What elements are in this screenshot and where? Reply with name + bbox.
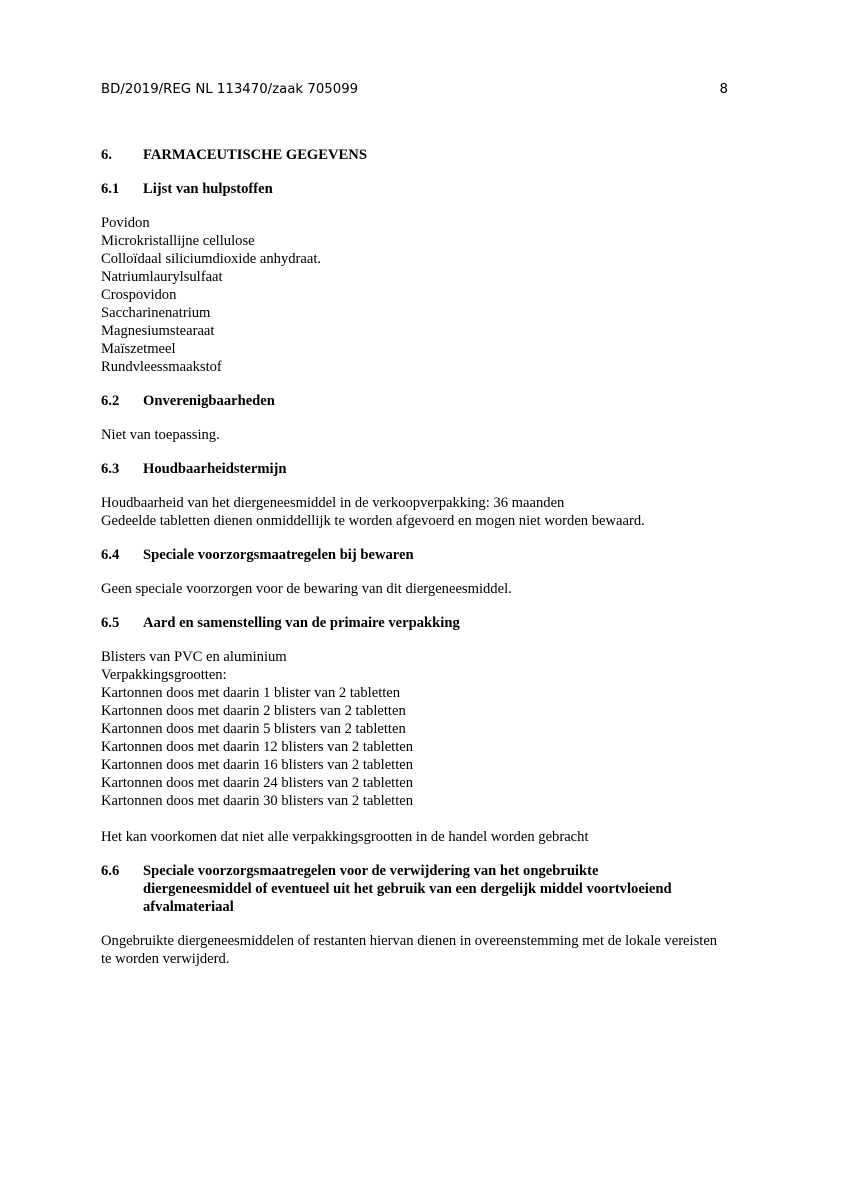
list-item: Crospovidon — [101, 287, 177, 303]
section-title: Speciale voorzorgsmaatregelen bij bewaren — [143, 547, 414, 563]
list-item: Kartonnen doos met daarin 24 blisters van 2 tabletten — [101, 775, 414, 791]
section-number: 6. — [101, 147, 112, 163]
section-6-heading — [101, 146, 791, 164]
list-item: Povidon — [101, 215, 150, 231]
section-6-1-heading — [101, 180, 791, 198]
section-6-4-heading — [101, 546, 791, 564]
section-text: te worden verwijderd. — [101, 951, 230, 967]
list-item: Kartonnen doos met daarin 12 blisters van 2 tabletten — [101, 739, 414, 755]
section-number: 6.2 — [101, 393, 120, 409]
list-item: Maïszetmeel — [101, 341, 176, 357]
document-reference: BD/2019/REG NL 113470/zaak 705099 — [101, 82, 359, 97]
document-body — [101, 146, 791, 968]
section-number: 6.6 — [101, 863, 120, 879]
section-number: 6.5 — [101, 615, 120, 631]
section-6-5-heading — [101, 614, 791, 632]
section-6-6-heading — [101, 862, 791, 916]
section-6-3-heading — [101, 460, 791, 478]
section-text: Ongebruikte diergeneesmiddelen of restanten hiervan dienen in overeenstemming met de lokale vereisten — [101, 933, 718, 949]
list-item: Kartonnen doos met daarin 16 blisters van 2 tabletten — [101, 757, 414, 773]
list-item: Saccharinenatrium — [101, 305, 211, 321]
section-title: Lijst van hulpstoffen — [143, 181, 273, 197]
list-item: Kartonnen doos met daarin 1 blister van 2 tabletten — [101, 685, 401, 701]
section-number: 6.1 — [101, 181, 120, 197]
section-note: Het kan voorkomen dat niet alle verpakkingsgrootten in de handel worden gebracht — [101, 829, 589, 845]
list-item: Kartonnen doos met daarin 2 blisters van 2 tabletten — [101, 703, 406, 719]
list-item: Magnesiumstearaat — [101, 323, 215, 339]
section-title: FARMACEUTISCHE GEGEVENS — [143, 147, 367, 163]
section-number: 6.3 — [101, 461, 120, 477]
list-item: Kartonnen doos met daarin 30 blisters van 2 tabletten — [101, 793, 414, 809]
section-title: Aard en samenstelling van de primaire verpakking — [143, 615, 460, 631]
title-line: diergeneesmiddel of eventueel uit het gebruik van een dergelijk middel voortvloeiend — [143, 881, 672, 897]
section-title: Onverenigbaarheden — [143, 393, 275, 409]
title-line: Speciale voorzorgsmaatregelen voor de verwijdering van het ongebruikte — [143, 863, 599, 879]
list-item: Colloïdaal siliciumdioxide anhydraat. — [101, 251, 322, 267]
list-item: Natriumlaurylsulfaat — [101, 269, 223, 285]
packaging-list — [101, 648, 791, 810]
page-number: 8 — [719, 82, 728, 97]
section-text: Gedeelde tabletten dienen onmiddellijk te worden afgevoerd en mogen niet worden bewaard. — [101, 513, 645, 529]
section-title — [143, 862, 791, 916]
section-text: Geen speciale voorzorgen voor de bewaring van dit diergeneesmiddel. — [101, 581, 512, 597]
list-item: Blisters van PVC en aluminium — [101, 649, 287, 665]
excipient-list — [101, 214, 791, 376]
list-item: Rundvleessmaakstof — [101, 359, 222, 375]
list-item: Microkristallijne cellulose — [101, 233, 255, 249]
page-header — [101, 82, 728, 97]
section-title: Houdbaarheidstermijn — [143, 461, 287, 477]
section-6-2-heading — [101, 392, 791, 410]
section-text: Niet van toepassing. — [101, 427, 220, 443]
list-item: Verpakkingsgrootten: — [101, 667, 227, 683]
title-line: afvalmateriaal — [143, 899, 234, 915]
section-number: 6.4 — [101, 547, 120, 563]
section-text: Houdbaarheid van het diergeneesmiddel in de verkoopverpakking: 36 maanden — [101, 495, 565, 511]
list-item: Kartonnen doos met daarin 5 blisters van 2 tabletten — [101, 721, 406, 737]
